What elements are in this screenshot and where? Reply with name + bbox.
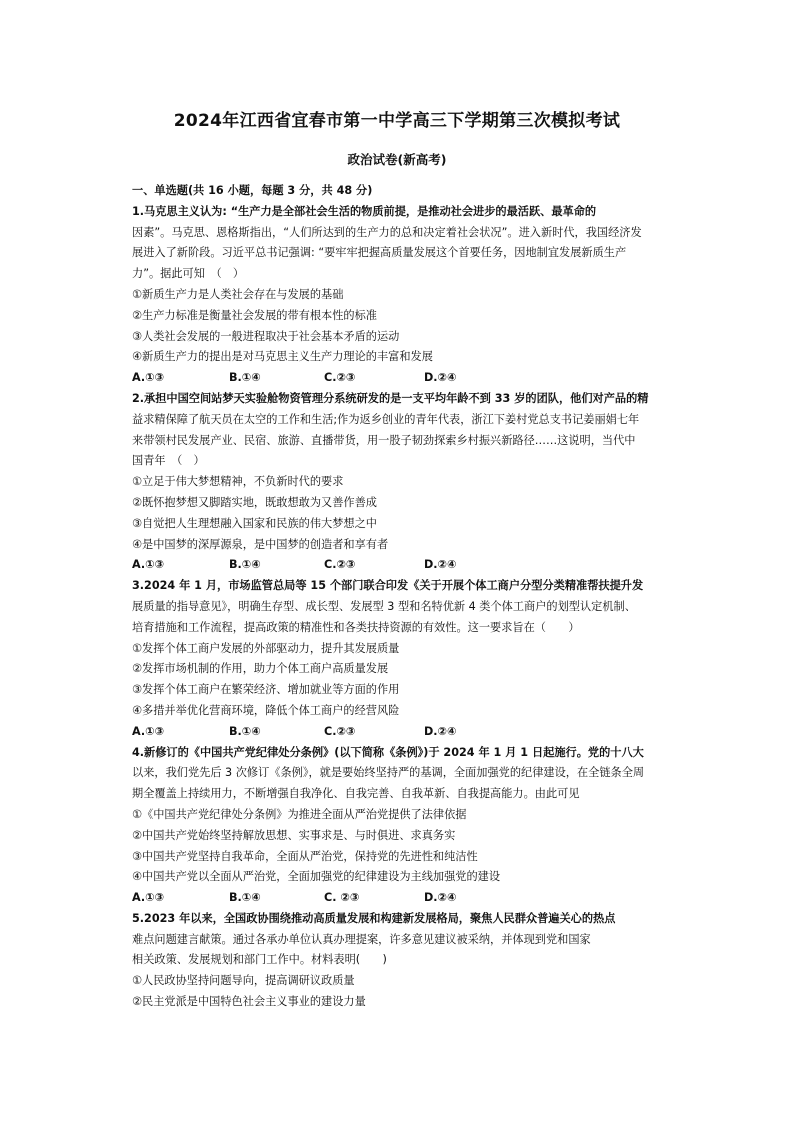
question-stem-line: 5.2023 年以来，全国政协围绕推动高质量发展和构建新发展格局，聚焦人民群众普遍关心的热点 (132, 911, 616, 925)
question-stem-line: 展质量的指导意见》，明确生存型、成长型、发展型 3 型和名特优新 4 类个体工商户的划型认定机制、 (132, 599, 636, 613)
option-c[interactable]: C.②③ (324, 371, 356, 385)
statement-item: ②民主党派是中国特色社会主义事业的建设力量 (132, 995, 366, 1009)
question-stem-line: 期全覆盖上持续用力，不断增强自我净化、自我完善、自我革新、自我提高能力。由此可见 (132, 787, 580, 801)
page-title: 2024年江西省宜春市第一中学高三下学期第三次模拟考试 (173, 111, 621, 131)
question-stem-line: 益求精保障了航天员在太空的工作和生活;作为返乡创业的青年代表，浙江下姜村党总支书记姜丽娟七年 (132, 412, 640, 426)
statement-item: ②既怀抱梦想又脚踏实地，既敢想敢为又善作善成 (132, 495, 377, 509)
statement-item: ③发挥个体工商户在繁荣经济、增加就业等方面的作用 (132, 683, 400, 697)
section-heading: 一、单选题(共 16 小题，每题 3 分，共 48 分) (132, 184, 373, 197)
option-d[interactable]: D.②④ (424, 558, 457, 572)
option-a[interactable]: A.①③ (132, 891, 165, 905)
question-stem-line: 2.承担中国空间站梦天实验舱物资管理分系统研发的是一支平均年龄不到 33 岁的团队，他们对产品的精 (132, 391, 649, 405)
option-d[interactable]: D.②④ (424, 371, 457, 385)
question-stem-line: 因素”。马克思、恩格斯指出，“人们所达到的生产力的总和决定着社会状况”。进入新时代，我国经济发 (132, 225, 642, 239)
statement-item: ①新质生产力是人类社会存在与发展的基础 (132, 287, 344, 301)
question-stem-line: 相关政策、发展规划和部门工作中。材料表明( ) (132, 953, 387, 967)
statement-item: ①发挥个体工商户发展的外部驱动力，提升其发展质量 (132, 641, 400, 655)
option-c[interactable]: C. ②③ (324, 891, 360, 905)
statement-item: ③自觉把人生理想融入国家和民族的伟大梦想之中 (132, 516, 377, 530)
option-b[interactable]: B.①④ (229, 558, 261, 572)
answer-options (132, 368, 680, 389)
question-stem-line: 3.2024 年 1 月，市场监管总局等 15 个部门联合印发《关于开展个体工商户分型分类精准帮扶提升发 (132, 579, 644, 593)
answer-options (132, 888, 680, 909)
question-1 (132, 202, 680, 389)
statement-item: ①《中国共产党纪律处分条例》为推进全面从严治党提供了法律依据 (132, 807, 467, 821)
option-b[interactable]: B.①④ (229, 371, 261, 385)
question-stem-line: 4.新修订的《中国共产党纪律处分条例》(以下简称《条例》)于 2024 年 1 月 1 日起施行。党的十八大 (132, 745, 644, 759)
statement-item: ④是中国梦的深厚源泉，是中国梦的创造者和享有者 (132, 537, 389, 551)
option-d[interactable]: D.②④ (424, 724, 457, 738)
statement-item: ③人类社会发展的一般进程取决于社会基本矛盾的运动 (132, 329, 400, 343)
option-c[interactable]: C.②③ (324, 558, 356, 572)
option-a[interactable]: A.①③ (132, 371, 165, 385)
statement-item: ②生产力标准是衡量社会发展的带有根本性的标准 (132, 308, 377, 322)
question-3 (132, 576, 680, 742)
statement-item: ③中国共产党坚持自我革命，全面从严治党，保持党的先进性和纯洁性 (132, 849, 478, 863)
question-stem-line: 1.马克思主义认为: “生产力是全部社会生活的物质前提，是推动社会进步的最活跃、最革命的 (132, 204, 597, 218)
question-stem-line: 以来，我们党先后 3 次修订《条例》，就是要始终坚持严的基调，全面加强党的纪律建设，在全链条全周 (132, 766, 645, 780)
statement-item: ④多措并举优化营商环境，降低个体工商户的经营风险 (132, 703, 400, 717)
question-stem-line: 展进入了新阶段。习近平总书记强调: “要牢牢把握高质量发展这个首要任务，因地制宜发展新质生产 (132, 246, 627, 260)
option-b[interactable]: B.①④ (229, 891, 261, 905)
statement-item: ②发挥市场机制的作用，助力个体工商户高质量发展 (132, 662, 389, 676)
option-c[interactable]: C.②③ (324, 724, 356, 738)
option-d[interactable]: D.②④ (424, 891, 457, 905)
page-subtitle: 政治试卷(新高考) (347, 152, 447, 167)
statement-item: ④新质生产力的提出是对马克思主义生产力理论的丰富和发展 (132, 350, 433, 364)
question-5 (132, 909, 680, 1013)
option-b[interactable]: B.①④ (229, 724, 261, 738)
statement-item: ①人民政协坚持问题导向，提高调研议政质量 (132, 974, 355, 988)
question-stem-line: 来带领村民发展产业、民宿、旅游、直播带货，用一股子韧劲探索乡村振兴新路径……这说明，当代中 (132, 433, 636, 447)
option-a[interactable]: A.①③ (132, 558, 165, 572)
statement-item: ①立足于伟大梦想精神，不负新时代的要求 (132, 475, 344, 489)
statement-item: ④中国共产党以全面从严治党，全面加强党的纪律建设为主线加强党的建设 (132, 870, 501, 884)
answer-options (132, 555, 680, 576)
exam-content (132, 181, 680, 1013)
question-stem-line: 培育措施和工作流程，提高政策的精准性和各类扶持资源的有效性。这一要求旨在（ ） (132, 620, 580, 634)
answer-options (132, 722, 680, 743)
question-4 (132, 743, 680, 909)
question-2 (132, 389, 680, 576)
question-stem-line: 难点问题建言献策。通过各承办单位认真办理提案，许多意见建议被采纳，并体现到党和国家 (132, 932, 591, 946)
question-stem-line: 国青年 （ ） (132, 454, 205, 468)
question-stem-line: 力”。据此可知 （ ） (132, 267, 245, 281)
statement-item: ②中国共产党始终坚持解放思想、实事求是、与时俱进、求真务实 (132, 828, 456, 842)
option-a[interactable]: A.①③ (132, 724, 165, 738)
